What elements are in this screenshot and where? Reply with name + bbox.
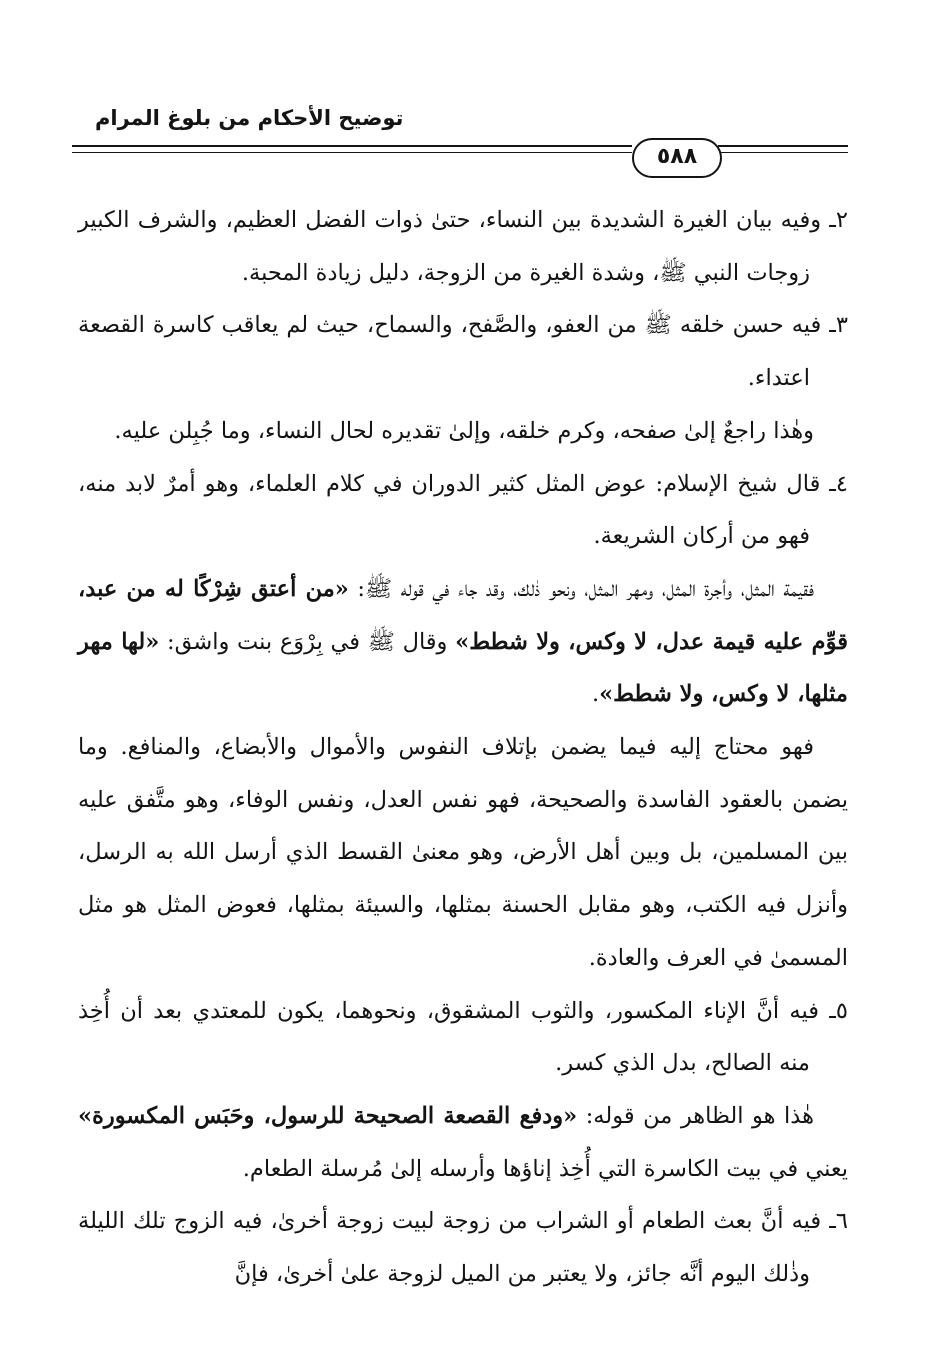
p5b-text-1: هٰذا هو الظاهر من قوله:	[577, 1102, 814, 1129]
point-5-commentary	[78, 1090, 848, 1195]
hadith-quote-3: «ودفع القصعة الصحيحة للرسول، وحَبَس المكسورة»	[78, 1102, 578, 1129]
point-3: ٣ـ فيه حسن خلقه ﷺ من العفو، والصَّفح، والسماح، حيث لم يعاقب كاسرة القصعة اعتداء.	[78, 312, 848, 392]
p5b-text-2: يعني في بيت الكاسرة التي أُخِذ إناؤها وأرسله إلىٰ مُرسلة الطعام.	[242, 1155, 848, 1182]
hadith-quote-1: «من أعتق شِرْكًا له من عبد، قوِّم عليه قيمة عدل، لا وكس، ولا شطط»	[78, 575, 848, 655]
point-5: ٥ـ فيه أنَّ الإناء المكسور، والثوب المشقوق، ونحوهما، يكون للمعتدي بعد أن أُخِذ منه الصالح، بدل الذي كسر.	[78, 997, 848, 1077]
header-rule-right-lower	[718, 152, 848, 153]
running-title: توضيح الأحكام من بلوغ المرام	[95, 106, 404, 130]
p4b-text-3: .	[591, 681, 600, 708]
point-2: ٢ـ وفيه بيان الغيرة الشديدة بين النساء، حتىٰ ذوات الفضل العظيم، والشرف الكبير زوجات النبي ﷺ، وشدة الغيرة من الزوجة، دليل زيادة المحبة.	[78, 207, 848, 286]
p4b-text-1: فقيمة المثل، وأجرة المثل، ومهر المثل، ونحو ذٰلك، وقد جاء في قوله ﷺ:	[348, 575, 815, 602]
point-3-commentary: وهٰذا راجعٌ إلىٰ صفحه، وكرم خلقه، وإلىٰ تقديره لحال النساء، وما جُبِلن عليه.	[114, 417, 814, 444]
header-rule-left-lower	[72, 152, 632, 153]
header-rule-left	[72, 145, 632, 147]
page-number: ٥٨٨	[632, 138, 722, 178]
point-6: ٦ـ فيه أنَّ بعث الطعام أو الشراب من زوجة لبيت زوجة أخرىٰ، فيه الزوج تلك الليلة وذٰلك اليوم أنَّه جائز، ولا يعتبر من الميل لزوجة علىٰ أخرىٰ، فإنَّ	[78, 1208, 848, 1288]
header-rule-right	[718, 145, 848, 147]
point-4: ٤ـ قال شيخ الإسلام: عوض المثل كثير الدوران في كلام العلماء، وهو أمرٌ لابد منه، فهو من أركان الشريعة.	[78, 470, 848, 550]
point-4-commentary	[78, 563, 848, 721]
point-4-explanation: فهو محتاج إليه فيما يضمن بإتلاف النفوس والأموال والأبضاع، والمنافع. وما يضمن بالعقود الفاسدة والصحيحة، فهو نفس العدل، ونفس الوفاء، وهو متَّفق عليه بين المسلمين، بل وبين أهل الأرض، وهو معنىٰ القسط الذي أرسل الله به الرسل، وأنزل فيه الكتب، وهو مقابل الحسنة بمثلها، والسيئة بمثلها، فعوض المثل هو مثل المسمىٰ في العرف والعادة.	[78, 734, 848, 971]
p4b-text-2: وقال ﷺ في بِرْوَع بنت واشق:	[159, 628, 456, 655]
hadith-quote-2: «لها مهر مثلها، لا وكس، ولا شطط»	[78, 628, 848, 708]
page-body	[78, 194, 848, 1301]
